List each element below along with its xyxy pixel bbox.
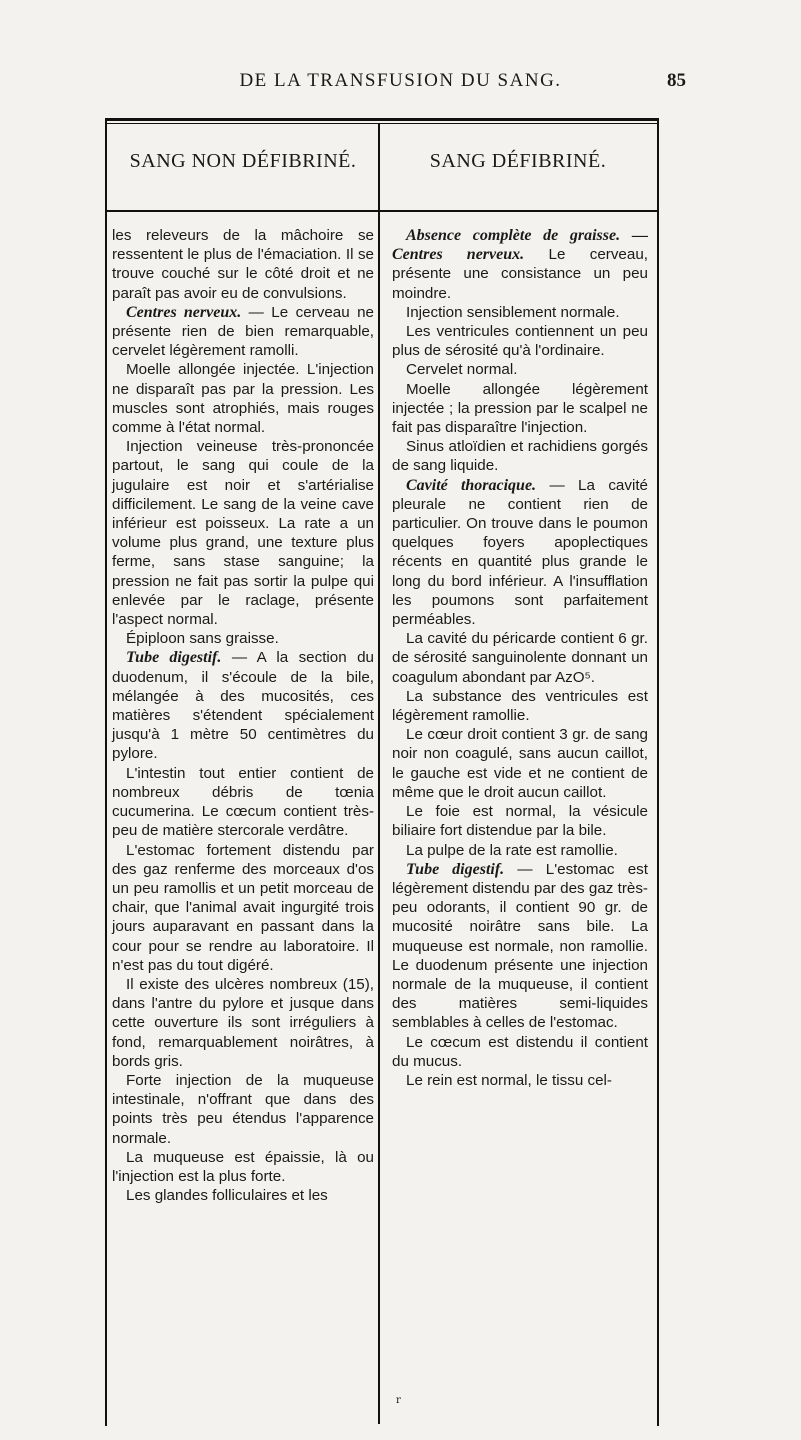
left-column-header: SANG NON DÉFIBRINÉ.: [129, 150, 357, 172]
paragraph: L'intestin tout entier contient de nombreux débris de tœnia cucumerina. Le cœcum contient très-peu de matière stercorale verdâtre.: [112, 764, 374, 840]
paragraph: Injection veineuse très-prononcée partout, le sang qui coule de la jugulaire est noir et s'artérialise difficilement. Le sang de la veine cave inférieur est poisseux. La rate a un volume plus grand, une texture plus ferme, sans stase sanguine; la pression ne fait pas sortir la pulpe qui enlevée par le raclage, présente l'aspect normal.: [112, 438, 374, 629]
paragraph: Moelle allongée injectée. L'injection ne disparaît pas par la pression. Les muscles sont atrophiés, mais rouges comme à l'état normal.: [112, 361, 374, 437]
paragraph: Absence complète de graisse. — Centres nerveux. Le cerveau, présente une consistance un peu moindre.: [392, 227, 648, 302]
paragraph: La pulpe de la rate est ramollie.: [406, 841, 618, 859]
section-label: Tube digestif.: [126, 649, 222, 667]
paragraph: les releveurs de la mâchoire se ressentent le plus de l'émaciation. Il se trouve couché sur le côté droit et ne paraît pas avoir eu de convulsions.: [112, 227, 374, 302]
paragraph: La substance des ventricules est légèrement ramollie.: [392, 687, 648, 725]
paragraph: Cavité thoracique. — La cavité pleurale ne contient rien de particulier. On trouve dans le poumon quelques foyers apoplectiques récents en quantité plus grande le long du bord inférieur. A l'insufflation les poumons sont parfaitement perméables.: [392, 476, 648, 629]
table-top-rule-thin: [105, 123, 659, 124]
paragraph: La cavité du péricarde contient 6 gr. de sérosité sanguinolente donnant un coagulum abondant par AzO⁵.: [392, 630, 648, 686]
paragraph: L'estomac fortement distendu par des gaz renferme des morceaux d'os un peu ramollis et un petit morceau de chair, que l'animal avait ingurgité trois jours auparavant en passant dans la cour pour se rendre au laboratoire. Il n'est pas du tout digéré.: [112, 841, 374, 974]
left-column-text: [112, 226, 374, 1205]
paragraph: Le foie est normal, la vésicule biliaire fort distendue par la bile.: [392, 803, 648, 840]
section-label: Absence complète de graisse.: [406, 227, 621, 244]
paragraph: Il existe des ulcères nombreux (15), dans l'antre du pylore et jusque dans cette ouverture ils sont irréguliers à fond, remarquablement noirâtres, à bords gris.: [112, 975, 374, 1070]
right-column-text: [392, 226, 648, 1090]
paragraph: Tube digestif. — L'estomac est légèrement distendu par des gaz très-peu odorants, il contient 90 gr. de mucosité noirâtre sans bile. La muqueuse est normale, non ramollie. Le duodenum présente une injection normale de la muqueuse, il contient des matières semi-liquides semblables à celles de l'estomac.: [392, 860, 648, 1032]
section-label: Centres nerveux.: [126, 303, 242, 321]
paragraph: Le cœur droit contient 3 gr. de sang noir non coagulé, sans aucun caillot, le gauche est vide et ne contient de même que le droit aucun caillot.: [392, 726, 648, 801]
paragraph: Les glandes folliculaires et les: [126, 1187, 328, 1205]
paragraph: La muqueuse est épaissie, là ou l'injection est la plus forte.: [112, 1148, 374, 1185]
page-number: 85: [667, 70, 686, 91]
header-rule: [105, 210, 659, 212]
paragraph: Forte injection de la muqueuse intestinale, n'offrant que dans des points très peu étendus l'apparence normale.: [112, 1071, 374, 1147]
column-separator: [378, 124, 380, 1424]
section-label: Tube digestif.: [406, 860, 505, 878]
paragraph: Le cœcum est distendu il contient du mucus.: [392, 1033, 648, 1070]
paragraph: Cervelet normal.: [406, 361, 518, 379]
running-head: DE LA TRANSFUSION DU SANG.: [239, 70, 562, 91]
paragraph: Sinus atloïdien et rachidiens gorgés de sang liquide.: [392, 438, 648, 475]
right-column-header: SANG DÉFIBRINÉ.: [429, 150, 607, 172]
paragraph: Épiploon sans graisse.: [126, 630, 279, 648]
bottom-mark: r: [396, 1395, 401, 1406]
paragraph: Injection sensiblement normale.: [406, 303, 620, 321]
section-label: — Centres nerveux.: [392, 227, 648, 264]
paragraph: Moelle allongée légèrement injectée ; la pression par le scalpel ne fait pas disparaître l'injection.: [392, 380, 648, 437]
paragraph: Centres nerveux. — Le cerveau ne présente rien de bien remarquable, cervelet légèrement ramolli.: [112, 303, 375, 360]
paragraph: Le rein est normal, le tissu cel-: [406, 1071, 612, 1089]
section-label: Cavité thoracique.: [406, 476, 537, 494]
paragraph: Tube digestif. — A la section du duodenum, il s'écoule de la bile, mélangée à des mucosités, ces matières s'étendent spécialement jusqu'à 1 mètre 50 centimètres du pylore.: [112, 649, 375, 763]
paragraph: Les ventricules contiennent un peu plus de sérosité qu'à l'ordinaire.: [392, 323, 648, 360]
table-top-rule: [105, 118, 659, 121]
